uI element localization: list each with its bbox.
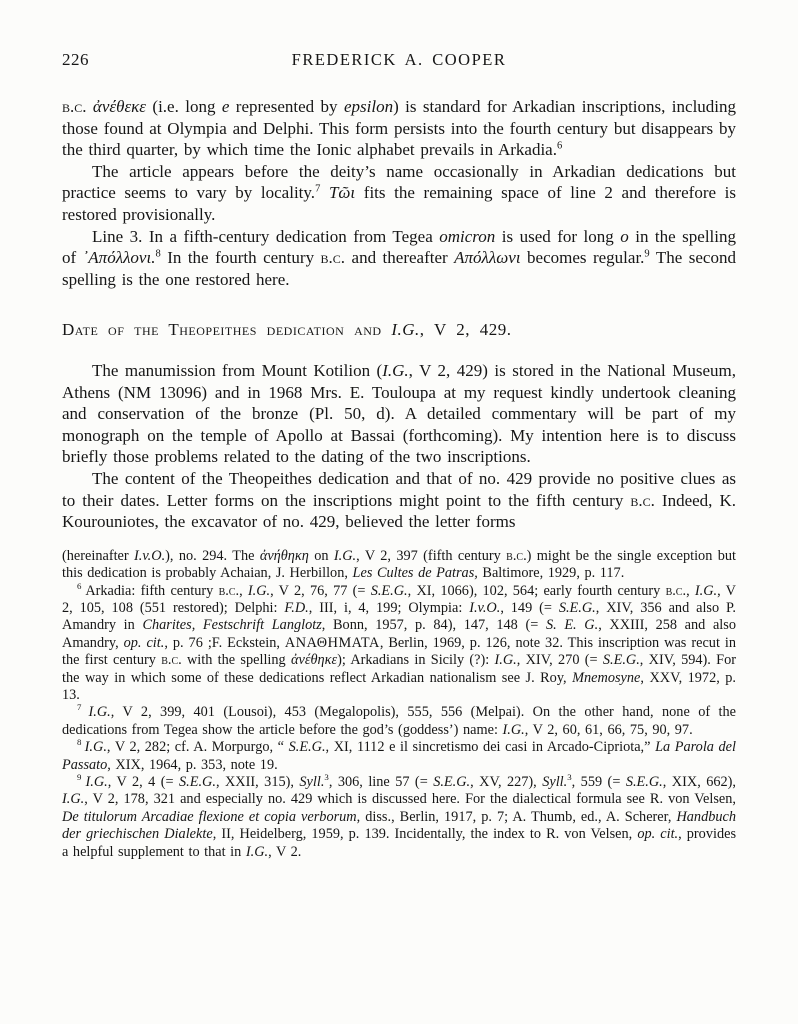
text-run: represented by [229,97,344,116]
text-run: S.E.G. [558,599,596,616]
text-run: , XIV, 270 (= [516,652,603,669]
text-run: b.c. [630,490,655,510]
text-run: I.G. [391,320,420,340]
text-run: I.G. [382,360,409,380]
footnote-9 [62,774,736,861]
text-run: Arkadia: fifth century [85,582,219,599]
footnote-6 [62,580,737,705]
text-run: , XIX, 662), [662,773,736,790]
text-run: I.v.O. [134,547,166,564]
text-run: S.E.G. [602,652,640,669]
text-run: Indeed, K. Kourouniotes, the excavator of no. 429, believed the letter forms [62,490,737,532]
text-run: b.c. [218,582,240,599]
text-run: becomes regular. [520,248,645,268]
text-run: , V 2, 397 (fifth century [356,547,507,564]
text-run: on [308,547,334,564]
text-run: I.G. [245,843,269,860]
text-run: b.c. [506,547,527,564]
text-run: I.G. [247,582,271,599]
text-run: ) might be the single exception but this dedication is probably Achaian, J. Herbillon, [62,547,736,582]
page-header [62,50,736,72]
text-run: , XXV, 1972, p. 13. [62,669,736,703]
text-run: The article appears before the deity’s name occasionally in Arkadian dedications but practice seems to vary by locality. [62,161,736,203]
text-run: Handbuch der griechischen Dialekte [62,808,737,843]
footnote-marker: 9 [77,772,86,783]
footnote-marker: 3 [324,772,329,783]
text-run: , provides a helpful supplement to that in [62,826,737,860]
text-run: Syll. [542,773,568,790]
text-run: , 149 (= [500,599,559,616]
text-run: Syll. [299,773,325,790]
text-run: , II, Heidelberg, 1959, p. 139. Incidentally, the index to R. von Velsen, [212,826,638,843]
text-run: b.c. [665,582,687,599]
text-run: , V 2, 178, 321 and especially no. 429 which is discussed here. For the dialectical formula see R. von Velsen, [84,791,736,808]
text-run: Τῶι [328,183,356,203]
paragraph-article-before-deity [62,161,736,226]
text-run: , Berlin, 1969, p. 126, note 32. This inscription was recut in the first century [62,634,737,669]
text-run: , V 2. [268,843,302,860]
footnote-marker: 9 [644,248,650,260]
text-run: S.E.G. [433,773,471,790]
text-run: , V 2, 282; cf. A. Morpurgo, “ [106,739,289,756]
text-run: Mnemosyne [572,669,641,686]
text-run: I.G. [62,791,85,808]
footnote-marker: 7 [315,183,321,195]
text-run: op. cit. [123,634,165,651]
text-run: , III, i, 4, 199; Olympia: [308,599,470,616]
text-run: I.G. [333,547,357,564]
text-run: o [620,226,629,246]
text-run: The content of the Theopeithes dedication and that of no. 429 provide no positive clues as to their dates. Letter forms on the inscriptions might point to the fifth century [62,468,736,510]
text-run: , diss., Berlin, 1917, p. 7; A. Thumb, ed., A. Scherer, [356,808,677,825]
text-run: I.G. [502,721,525,738]
footnote-marker: 8 [77,737,85,748]
text-run: , V 2, 399, 401 (Lousoi), 453 (Megalopolis), 555, 556 (Melpai). On the other hand, none of the dedications from Tegea show the article before the god’s (goddess’) name: [62,704,736,738]
text-run: , p. 76 ;F. Eckstein, [164,634,285,651]
text-run: , 559 (= [571,773,626,790]
paragraph-content-theopeithes [62,468,736,533]
text-run: S. E. G. [545,617,599,634]
footnote-marker: 6 [77,580,86,591]
text-run: , XIX, 1964, p. 353, note 19. [107,756,278,773]
text-run: ΑΝΑΘΗΜΑΤΑ [284,634,380,651]
text-run: in the spelling of [62,226,736,268]
text-run: Line 3. In a fifth-century dedication from Tegea [92,226,440,246]
text-run: and thereafter [345,248,455,268]
text-run: , V 2, 429) is stored in the National Museum, Athens (NM 13096) and in 1968 Mrs. E. Touloupa at my request kindly undertook cleaning and conservation of the bronze (Pl. 50, d). A detailed commentary will be part of my monograph on the temple of Apollo at Bassai (forthcoming). My intention here is to discuss briefly those problems related to the dating of the two inscriptions. [62,360,736,467]
footnote-marker: 8 [155,248,161,260]
text-run: ἀνέθηκε [290,652,338,669]
footnote-marker: 6 [556,140,563,152]
text-run: S.E.G. [179,773,216,790]
text-run [320,183,329,202]
text-run: b.c. [320,248,346,268]
section-heading-date-of-dedication [62,319,736,341]
text-run: , V 2, 105, 108 (551 restored); Delphi: [62,582,737,616]
text-run: La Parola del Passato [62,739,736,773]
footnote-8 [62,739,736,774]
text-run: I.G. [88,704,111,721]
text-run: epsilon [343,97,394,116]
text-run: Date of the Theopeithes dedication and [62,320,392,340]
text-run: I.G. [84,739,107,756]
text-run: omicron [439,226,496,246]
text-run: , XI, 1066), 102, 564; early fourth century [407,582,666,599]
text-run: I.G. [694,582,718,599]
article-body [62,96,736,533]
text-run: , V 2, 4 (= [107,773,180,790]
text-run: fits the remaining space of line 2 and therefore is restored provisionally. [62,183,737,224]
text-run: Απόλλωνι [454,248,521,268]
paragraph-line-3 [62,226,736,291]
text-run: S.E.G. [625,773,663,790]
text-run: Charites, Festschrift Langlotz [142,617,322,634]
text-run: Baltimore, 1929, p. 117. [477,565,625,582]
text-run: , V 2, 429. [419,320,512,340]
text-run: I.G. [494,652,517,669]
paragraph-manumission [62,360,736,468]
text-run: b.c. [62,97,93,116]
text-run: , 306, line 57 (= [328,773,434,790]
text-run: F.D. [284,599,309,616]
text-run: , XV, 227), [470,773,543,790]
text-run: , Bonn, 1957, p. 84), 147, 148 (= [321,617,546,634]
text-run: The second spelling is the one restored here. [62,248,736,289]
text-run: ); Arkadians in Sicily (?): [337,652,495,669]
text-run: , [239,582,248,599]
text-run: I.v.O. [469,599,501,616]
text-run: The manumission from Mount Kotilion ( [92,360,383,380]
text-run: op. cit. [637,826,679,843]
text-run: , V 2, 60, 61, 66, 75, 90, 97. [524,721,693,738]
text-run: Les Cultes de Patras, [352,565,478,582]
text-run: is used for long [495,226,621,246]
text-run: with the spelling [181,652,291,669]
text-run: In the fourth century [160,248,321,268]
page-number: 226 [62,50,89,69]
text-run: (i.e. long [146,97,222,116]
text-run: , [686,582,695,599]
text-run: S.E.G. [370,582,408,599]
text-run: , XXII, 315), [215,773,300,790]
text-run: , XI, 1112 e il sincretismo dei casi in Arcado-Cipriota,” [325,739,656,756]
text-run: , XIV, 594). For the way in which some of these dedications reflect Arkadian nationalism see J. Roy, [62,652,736,686]
footnote-marker: 3 [567,772,572,783]
text-run: ᾿Απόλλονι. [82,248,156,268]
text-run: , V 2, 76, 77 (= [270,582,371,599]
footnote-marker: 7 [77,702,89,713]
text-run: De titulorum Arcadiae flexione et copia verborum [62,808,357,825]
text-run: e [221,97,230,116]
footnotes-section [62,548,736,861]
text-run: , XIV, 356 and also P. Amandry in [62,599,736,634]
text-run: ἀνήθηκη [259,547,309,564]
footnote-7 [62,704,736,739]
footnote-continuation [62,548,736,583]
text-run: , XXIII, 258 and also Amandry, [62,617,736,651]
text-run: ) is standard for Arkadian inscriptions, including those found at Olympia and Delphi. This form persists into the fourth century but disappears by the third quarter, by which time the Ionic alphabet prevails in Arkadia. [62,97,737,160]
paragraph-arkadian-inscriptions [62,96,736,161]
text-run: I.G. [85,773,108,790]
text-run: (hereinafter [62,547,135,564]
text-run: S.E.G. [288,739,326,756]
text-run: b.c. [161,652,182,669]
text-run: ἀνέθεκε [92,97,146,116]
running-head-title: FREDERICK A. COOPER [291,50,507,69]
text-run: ), no. 294. The [165,547,260,564]
